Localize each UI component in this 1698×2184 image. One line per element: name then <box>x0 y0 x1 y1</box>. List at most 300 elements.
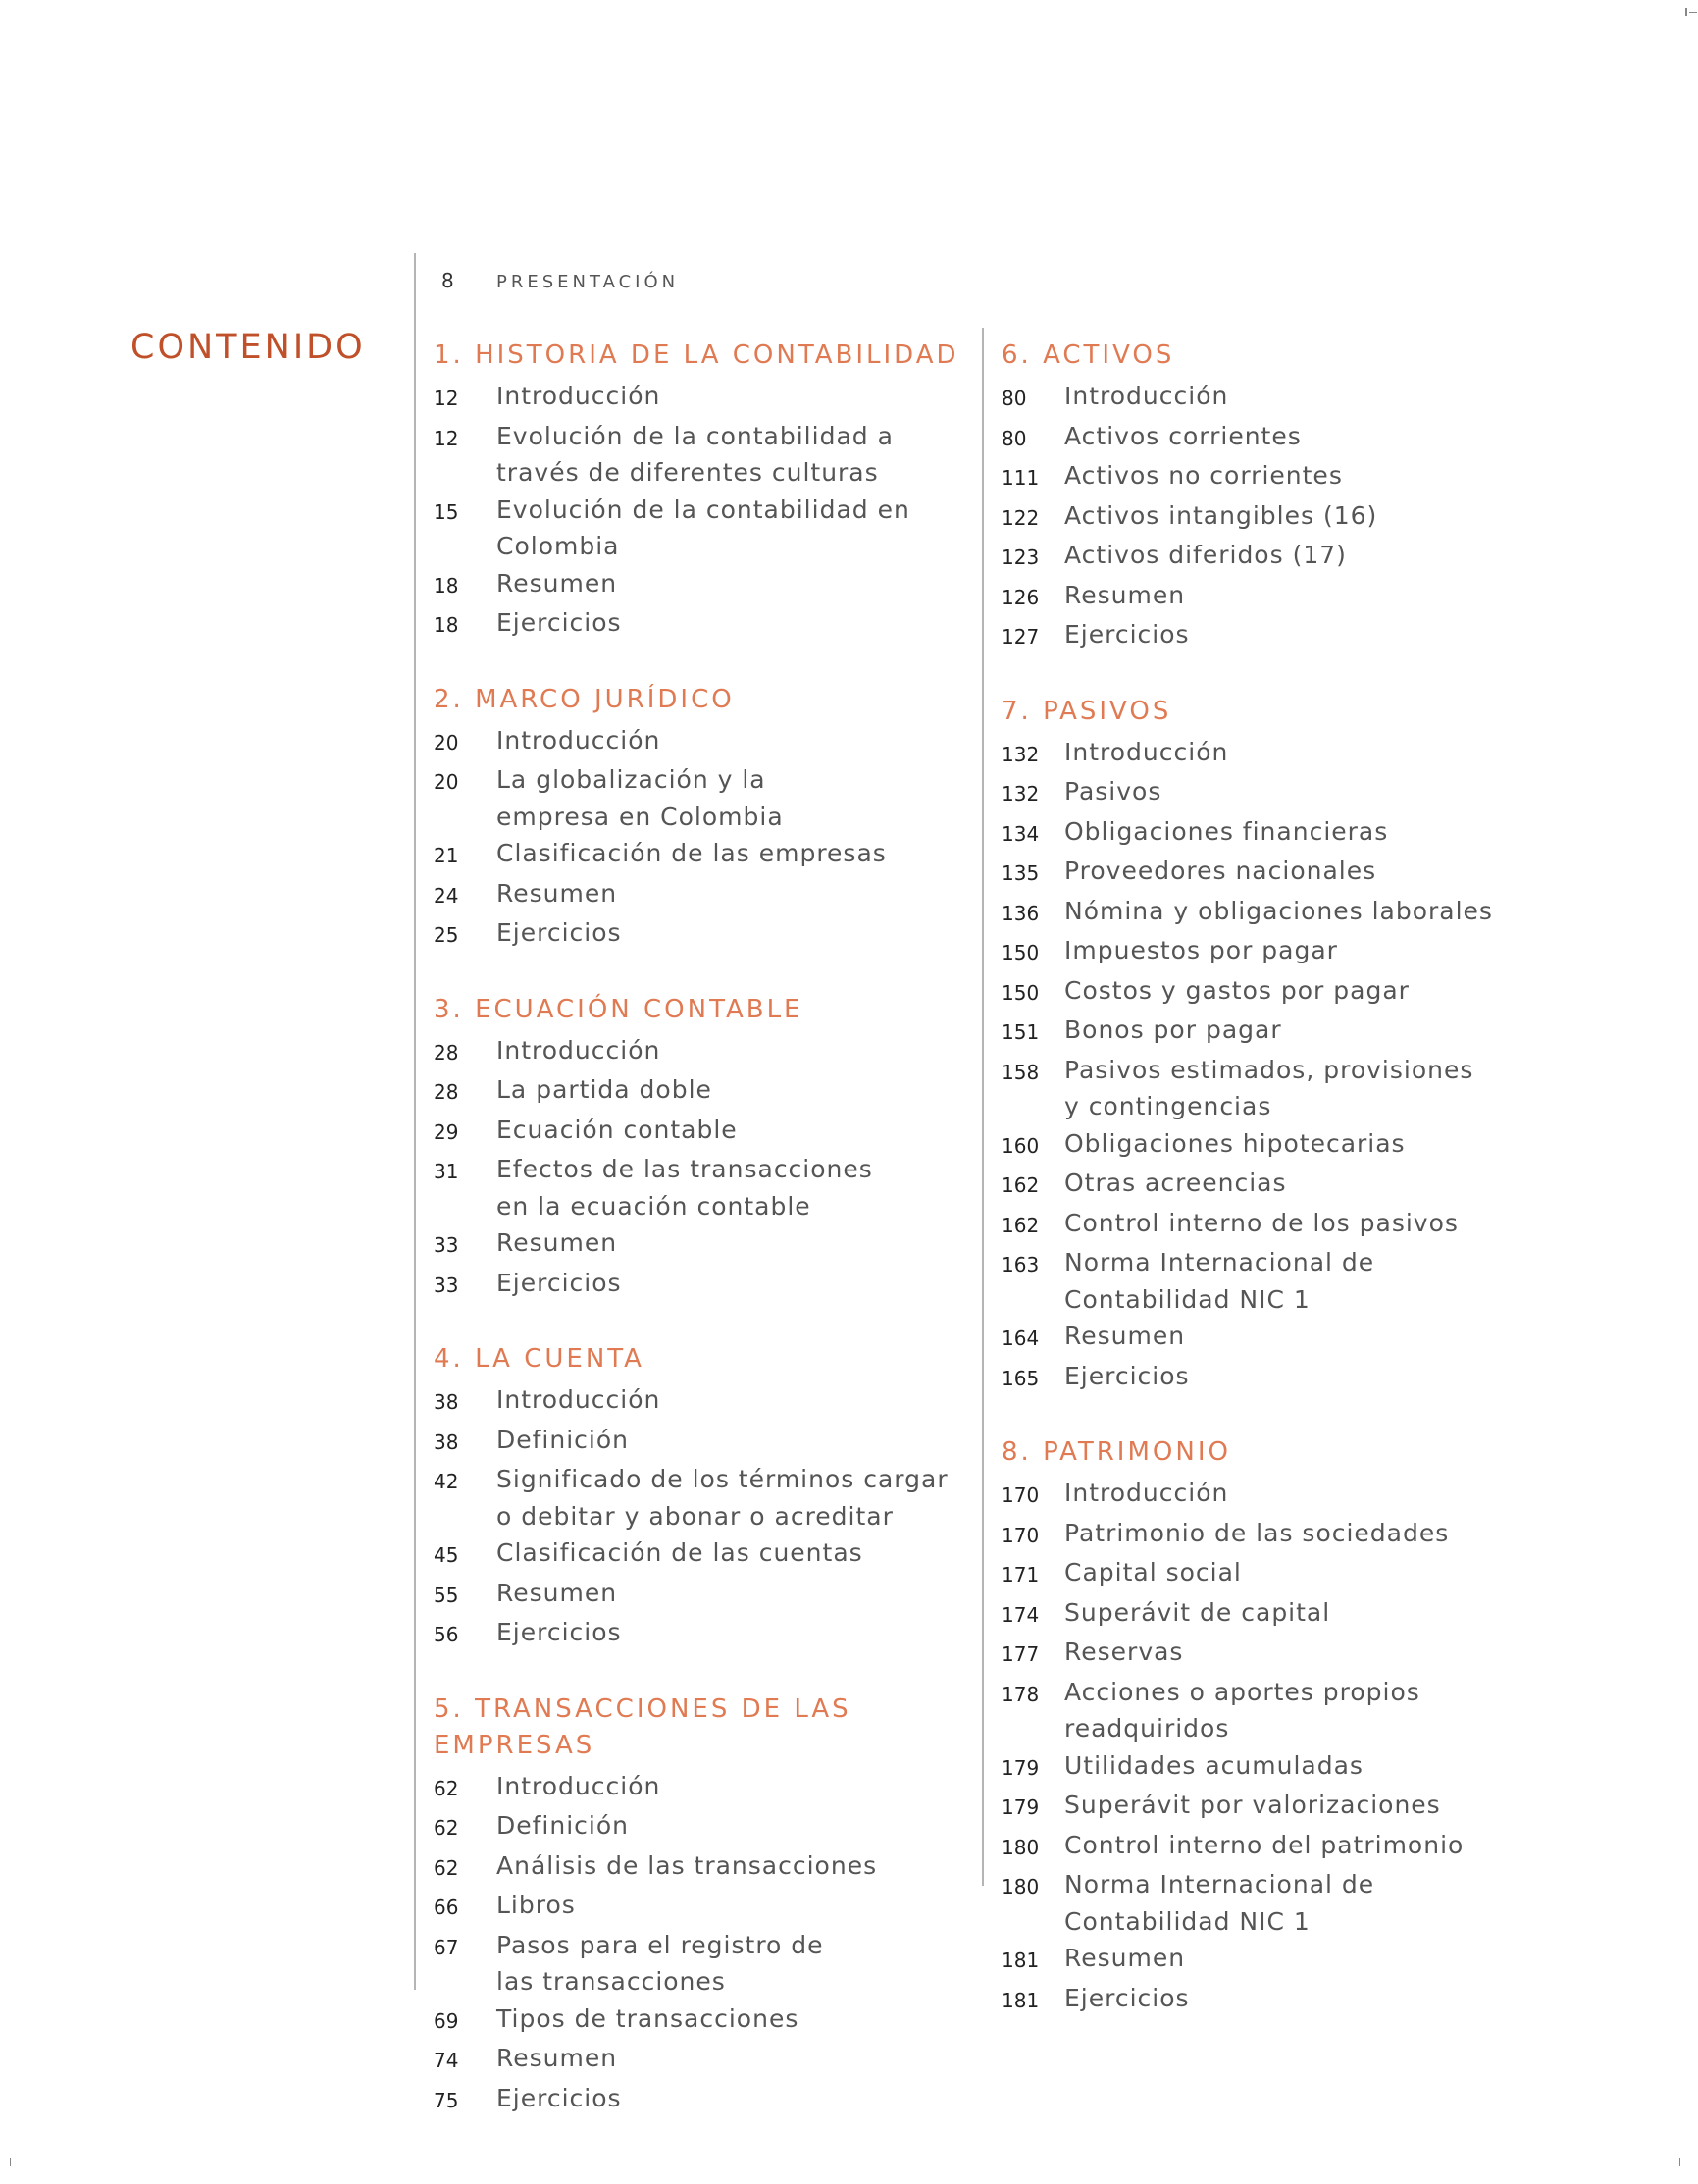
entry-page-number: 181 <box>1002 1988 1040 2012</box>
entry-title <box>496 1887 576 1927</box>
entry-title-line: Reservas <box>1064 1638 1184 1666</box>
entry-title-line: Control interno del patrimonio <box>1064 1830 1465 1859</box>
entry-title-line: Ejercicios <box>496 1268 622 1297</box>
entry-title <box>496 1422 629 1462</box>
entry-page-number: 18 <box>434 573 459 598</box>
toc-entry[interactable] <box>434 1112 963 1152</box>
entry-title <box>496 1112 738 1152</box>
section-title[interactable] <box>434 1341 963 1378</box>
entry-page-number: 132 <box>1002 782 1040 806</box>
entry-title-line: Introducción <box>496 382 661 410</box>
entry-page-number: 151 <box>1002 1020 1040 1044</box>
entry-page-number: 28 <box>434 1040 459 1065</box>
entry-title <box>1064 1475 1228 1515</box>
entry-page-number: 180 <box>1002 1875 1040 1898</box>
toc-entry[interactable] <box>434 2001 963 2041</box>
entry-title <box>1064 1674 1590 1747</box>
entry-page-number: 126 <box>1002 585 1040 609</box>
entry-title <box>1064 1554 1242 1594</box>
entry-title-line: Significado de los términos cargar <box>496 1465 949 1493</box>
section-title-line: 1. HISTORIA DE LA CONTABILIDAD <box>434 340 959 370</box>
entry-title-line: las transacciones <box>496 1967 726 1996</box>
entry-title-line: La globalización y la <box>496 765 766 794</box>
entry-page-number: 33 <box>434 1273 459 1297</box>
entry-page-number: 42 <box>434 1470 459 1493</box>
toc-entry[interactable] <box>434 2080 963 2120</box>
entry-title-line: Resumen <box>496 2044 618 2072</box>
toc-entry[interactable] <box>1002 418 1590 458</box>
entry-page-number: 177 <box>1002 1642 1040 1666</box>
entry-title <box>1064 1012 1282 1052</box>
entry-page-number: 56 <box>434 1623 459 1646</box>
entry-title <box>1064 1980 1190 2020</box>
entry-page-number: 24 <box>434 883 459 908</box>
toc-entry[interactable] <box>1002 577 1590 617</box>
entry-title-line: Activos diferidos (17) <box>1064 541 1347 569</box>
toc-entry[interactable] <box>1002 972 1590 1013</box>
entry-page-number: 66 <box>434 1896 459 1919</box>
entry-title <box>1064 773 1161 813</box>
entry-page-number: 122 <box>1002 505 1040 530</box>
toc-entry[interactable] <box>434 1575 963 1615</box>
entry-title <box>496 1381 660 1422</box>
toc-entry[interactable] <box>1002 1980 1590 2020</box>
entry-title-line: Ejercicios <box>1064 1361 1190 1390</box>
toc-entry[interactable] <box>1002 1475 1590 1515</box>
entry-title-line: Introducción <box>1064 382 1229 410</box>
toc-entry[interactable] <box>1002 1125 1590 1166</box>
entry-title <box>1064 1052 1473 1125</box>
entry-title <box>496 1071 712 1112</box>
entry-title <box>1064 1634 1183 1674</box>
entry-title-line: Introducción <box>496 1771 661 1800</box>
section-title-line: 4. LA CUENTA <box>434 1344 644 1374</box>
entry-page-number: 160 <box>1002 1133 1040 1158</box>
entry-title-line: en la ecuación contable <box>496 1191 811 1221</box>
entry-title-line: Ejercicios <box>496 2083 622 2112</box>
entry-title <box>1064 813 1388 854</box>
presentacion-page: 8 <box>441 269 454 292</box>
entry-title-line: Activos intangibles (16) <box>1064 500 1378 530</box>
toc-entry[interactable] <box>1002 378 1590 418</box>
toc-section <box>434 1341 963 1654</box>
entry-page-number: 33 <box>434 1233 459 1257</box>
entry-title-line: través de diferentes culturas <box>496 458 879 487</box>
entry-page-number: 12 <box>434 426 459 450</box>
entry-title <box>1064 734 1228 774</box>
entry-title <box>496 1927 824 2001</box>
crop-mark <box>10 2158 11 2166</box>
entry-title <box>1064 1747 1364 1788</box>
section-title-line: 7. PASIVOS <box>1002 696 1172 726</box>
entry-page-number: 181 <box>1002 1949 1040 1972</box>
entry-title-line: Impuestos por pagar <box>1064 936 1338 964</box>
entry-title-line: Introducción <box>1064 1479 1229 1507</box>
entry-page-number: 28 <box>434 1080 459 1104</box>
entry-page-number: 111 <box>1002 466 1040 490</box>
entry-page-number: 62 <box>434 1816 459 1840</box>
entry-title-line: Capital social <box>1064 1558 1242 1586</box>
entry-title-line: Introducción <box>496 1035 661 1065</box>
entry-page-number: 163 <box>1002 1253 1040 1276</box>
toc-entry[interactable] <box>1002 1165 1590 1205</box>
toc-entry[interactable] <box>434 418 963 492</box>
toc-entry[interactable] <box>1002 1052 1590 1125</box>
page-title: CONTENIDO <box>130 328 366 367</box>
toc-entry[interactable] <box>434 1265 963 1305</box>
entry-title-line: Introducción <box>496 725 661 754</box>
entry-title-line: Análisis de las transacciones <box>496 1850 878 1880</box>
entry-title <box>1064 1515 1449 1555</box>
toc-entry[interactable] <box>1002 1866 1590 1940</box>
entry-title <box>496 1614 622 1654</box>
entry-title <box>1064 1866 1374 1940</box>
entry-title-line: Definición <box>496 1425 629 1454</box>
toc-entry[interactable] <box>1002 1554 1590 1594</box>
entry-title-line: Resumen <box>1064 580 1186 609</box>
entry-title-line: Costos y gastos por pagar <box>1064 975 1410 1005</box>
entry-title <box>496 761 784 835</box>
section-title-line: 3. ECUACIÓN CONTABLE <box>434 994 803 1024</box>
toc-entry[interactable] <box>1002 1318 1590 1358</box>
entry-page-number: 132 <box>1002 742 1040 766</box>
toc-entry[interactable] <box>1002 497 1590 538</box>
toc-entry[interactable] <box>1002 1940 1590 1980</box>
toc-entry[interactable] <box>1002 1244 1590 1318</box>
entry-title <box>496 1151 873 1224</box>
toc-entry[interactable] <box>1002 813 1590 854</box>
entry-title <box>496 1768 660 1808</box>
toc-entry[interactable] <box>434 1534 963 1575</box>
toc-section <box>1002 694 1590 1398</box>
entry-page-number: 165 <box>1002 1366 1040 1390</box>
entry-page-number: 38 <box>434 1390 459 1414</box>
entry-page-number: 67 <box>434 1935 459 1959</box>
section-title[interactable] <box>1002 338 1590 374</box>
entry-page-number: 55 <box>434 1583 459 1607</box>
entry-page-number: 74 <box>434 2049 459 2072</box>
section-title-line: 5. TRANSACCIONES DE LAS <box>434 1693 851 1724</box>
entry-page-number: 150 <box>1002 980 1040 1005</box>
entry-page-number: 178 <box>1002 1682 1040 1706</box>
entry-title-line: Ejercicios <box>496 1618 622 1646</box>
entry-page-number: 136 <box>1002 901 1040 925</box>
entry-title <box>496 1224 617 1265</box>
section-title[interactable] <box>434 682 963 718</box>
entry-title-line: Nómina y obligaciones laborales <box>1064 896 1493 925</box>
toc-entry[interactable] <box>434 1151 963 1224</box>
entry-page-number: 123 <box>1002 546 1040 569</box>
entry-title-line: Bonos por pagar <box>1064 1015 1282 1044</box>
entry-title <box>496 1461 949 1534</box>
entry-title-line: Ecuación contable <box>496 1115 738 1144</box>
toc-entry[interactable] <box>434 722 963 762</box>
entry-page-number: 180 <box>1002 1835 1040 1859</box>
entry-title-line: Activos corrientes <box>1064 421 1302 450</box>
entry-title <box>1064 577 1185 617</box>
entry-title-line: Clasificación de las empresas <box>496 839 887 867</box>
entry-title <box>496 1265 622 1305</box>
entry-title <box>1064 616 1190 656</box>
entry-title-line: Otras acreencias <box>1064 1169 1287 1197</box>
presentacion-label: PRESENTACIÓN <box>496 272 680 292</box>
entry-title-line: Clasificación de las cuentas <box>496 1538 863 1567</box>
entry-page-number: 21 <box>434 844 459 867</box>
toc-entry[interactable] <box>1002 893 1590 933</box>
toc-section <box>434 992 963 1305</box>
toc-entry[interactable] <box>1002 457 1590 497</box>
entry-page-number: 174 <box>1002 1602 1040 1627</box>
entry-title <box>496 1534 863 1575</box>
entry-title <box>496 604 622 645</box>
entry-page-number: 179 <box>1002 1795 1040 1819</box>
entry-title-line: Obligaciones hipotecarias <box>1064 1128 1406 1158</box>
crop-mark <box>1689 12 1697 13</box>
entry-title-line: Ejercicios <box>1064 1983 1190 2012</box>
entry-title-line: Introducción <box>496 1385 661 1414</box>
toc-entry[interactable] <box>1002 773 1590 813</box>
entry-title-line: Obligaciones financieras <box>1064 816 1389 846</box>
entry-title <box>1064 1125 1406 1166</box>
toc-section <box>1002 1434 1590 2019</box>
entry-title-line: Evolución de la contabilidad en Colombia <box>496 494 910 560</box>
entry-page-number: 179 <box>1002 1755 1040 1780</box>
toc-entry[interactable] <box>1002 1012 1590 1052</box>
section-title-line: EMPRESAS <box>434 1730 595 1760</box>
toc-entry[interactable] <box>434 1422 963 1462</box>
entry-title-line: Introducción <box>1064 737 1229 766</box>
entry-page-number: 45 <box>434 1543 459 1567</box>
toc-entry[interactable] <box>434 1614 963 1654</box>
entry-page-number: 18 <box>434 613 459 637</box>
entry-title <box>1064 1165 1287 1205</box>
entry-page-number: 171 <box>1002 1563 1040 1586</box>
toc-entry[interactable] <box>1002 853 1590 893</box>
entry-title-line: Superávit por valorizaciones <box>1064 1791 1441 1819</box>
entry-title <box>1064 1787 1441 1827</box>
toc-entry[interactable] <box>434 875 963 915</box>
toc-entry[interactable] <box>1002 1594 1590 1635</box>
toc-section <box>434 338 963 645</box>
entry-title <box>496 418 894 492</box>
entry-title <box>496 2001 798 2041</box>
section-title-line: 2. MARCO JURÍDICO <box>434 684 735 714</box>
entry-page-number: 69 <box>434 2008 459 2033</box>
toc-entry[interactable] <box>434 565 963 605</box>
entry-title <box>1064 537 1347 577</box>
entry-title-line: Resumen <box>496 1578 618 1607</box>
entry-title <box>496 1847 877 1888</box>
toc-entry[interactable] <box>434 1807 963 1847</box>
entry-title-line: Tipos de transacciones <box>496 2003 799 2033</box>
entry-page-number: 170 <box>1002 1483 1040 1507</box>
entry-page-number: 38 <box>434 1430 459 1454</box>
entry-title-line: Ejercicios <box>1064 620 1190 649</box>
entry-page-number: 134 <box>1002 821 1040 846</box>
toc-entry[interactable] <box>1002 537 1590 577</box>
toc-column-left <box>434 338 963 2157</box>
crop-mark <box>1679 2158 1680 2166</box>
toc-section <box>434 682 963 955</box>
toc-entry[interactable] <box>434 835 963 875</box>
entry-page-number: 31 <box>434 1160 459 1183</box>
entry-page-number: 62 <box>434 1776 459 1800</box>
entry-title-line: Pasos para el registro de <box>496 1930 824 1959</box>
section-title[interactable] <box>1002 1434 1590 1471</box>
section-title-line: 6. ACTIVOS <box>1002 340 1175 370</box>
entry-title-line: Acciones o aportes propios readquiridos <box>1064 1677 1420 1742</box>
entry-title <box>1064 932 1338 972</box>
toc-entry[interactable] <box>434 2040 963 2080</box>
toc-entry[interactable] <box>1002 1358 1590 1398</box>
entry-page-number: 62 <box>434 1855 459 1880</box>
entry-page-number: 20 <box>434 770 459 794</box>
entry-title <box>496 1032 660 1072</box>
entry-title-line: Utilidades acumuladas <box>1064 1750 1364 1780</box>
entry-title-line: Proveedores nacionales <box>1064 857 1377 885</box>
entry-title-line: o debitar y abonar o acreditar <box>496 1501 894 1531</box>
entry-page-number: 75 <box>434 2088 459 2112</box>
entry-title-line: Superávit de capital <box>1064 1597 1331 1627</box>
entry-page-number: 15 <box>434 499 459 524</box>
entry-title-line: Patrimonio de las sociedades <box>1064 1518 1450 1547</box>
entry-title <box>1064 418 1302 458</box>
toc-entry[interactable] <box>434 1768 963 1808</box>
entry-page-number: 135 <box>1002 861 1040 885</box>
entry-title-line: Norma Internacional de <box>1064 1248 1375 1276</box>
entry-title-line: La partida doble <box>496 1075 712 1104</box>
toc-entry[interactable] <box>1002 1515 1590 1555</box>
entry-title <box>496 378 660 418</box>
entry-page-number: 164 <box>1002 1326 1040 1350</box>
section-title[interactable] <box>434 992 963 1028</box>
entry-title <box>1064 1594 1330 1635</box>
toc-entry[interactable] <box>434 1927 963 2001</box>
entry-title-line: Resumen <box>496 1228 618 1257</box>
entry-page-number: 170 <box>1002 1523 1040 1547</box>
entry-page-number: 158 <box>1002 1060 1040 1084</box>
entry-page-number: 162 <box>1002 1213 1040 1237</box>
entry-title <box>1064 893 1493 933</box>
entry-title <box>496 1575 617 1615</box>
entry-title <box>1064 378 1228 418</box>
divider-middle <box>982 328 984 1886</box>
toc-entry[interactable] <box>434 914 963 955</box>
toc-entry[interactable] <box>434 1071 963 1112</box>
entry-title <box>1064 457 1343 497</box>
toc-entry[interactable] <box>434 492 963 565</box>
entry-title-line: Activos no corrientes <box>1064 461 1343 490</box>
entry-title <box>496 492 963 565</box>
entry-title <box>1064 1358 1190 1398</box>
toc-entry[interactable] <box>1002 1205 1590 1245</box>
toc-entry[interactable] <box>1002 1674 1590 1747</box>
toc-entry[interactable] <box>434 1224 963 1265</box>
entry-title-line: Evolución de la contabilidad a <box>496 421 894 450</box>
entry-title <box>496 2040 617 2080</box>
entry-title <box>496 2080 622 2120</box>
toc-entry[interactable] <box>434 1847 963 1888</box>
entry-title-line: Resumen <box>496 568 618 598</box>
entry-title <box>496 875 617 915</box>
entry-title <box>496 565 617 605</box>
entry-title <box>496 914 622 955</box>
entry-title-line: Ejercicios <box>496 608 622 637</box>
toc-entry[interactable] <box>1002 734 1590 774</box>
entry-title <box>1064 497 1377 538</box>
section-title[interactable] <box>434 338 963 374</box>
toc-column-right <box>1002 338 1590 2056</box>
entry-page-number: 162 <box>1002 1173 1040 1197</box>
crop-mark <box>1685 8 1687 16</box>
entry-title-line: Pasivos <box>1064 777 1162 806</box>
entry-title-line: empresa en Colombia <box>496 802 784 831</box>
entry-title-line: Resumen <box>1064 1322 1186 1350</box>
divider-left <box>414 253 416 1990</box>
entry-title <box>1064 1940 1185 1980</box>
entry-title-line: Libros <box>496 1891 576 1919</box>
section-title[interactable] <box>434 1691 963 1764</box>
toc-section <box>434 1691 963 2120</box>
entry-title <box>1064 972 1410 1013</box>
entry-page-number: 12 <box>434 387 459 410</box>
entry-page-number: 80 <box>1002 426 1027 450</box>
entry-title <box>1064 1205 1459 1245</box>
entry-page-number: 20 <box>434 730 459 754</box>
entry-title-line: y contingencias <box>1064 1092 1272 1120</box>
toc-section <box>1002 338 1590 656</box>
entry-title-line: Control interno de los pasivos <box>1064 1208 1459 1237</box>
entry-title <box>496 1807 629 1847</box>
entry-page-number: 29 <box>434 1119 459 1144</box>
toc-entry[interactable] <box>434 1887 963 1927</box>
section-title-line: 8. PATRIMONIO <box>1002 1437 1231 1467</box>
entry-title <box>1064 853 1376 893</box>
entry-title-line: Pasivos estimados, provisiones <box>1064 1055 1474 1084</box>
entry-title-line: Resumen <box>496 878 618 908</box>
entry-page-number: 25 <box>434 923 459 947</box>
entry-title-line: Ejercicios <box>496 918 622 947</box>
entry-title-line: Contabilidad NIC 1 <box>1064 1906 1311 1936</box>
toc-entry[interactable] <box>1002 1747 1590 1788</box>
entry-title-line: Resumen <box>1064 1944 1186 1972</box>
entry-title <box>496 835 887 875</box>
entry-title <box>496 722 660 762</box>
toc-entry[interactable] <box>1002 1827 1590 1867</box>
entry-page-number: 80 <box>1002 387 1027 410</box>
toc-entry[interactable] <box>434 1032 963 1072</box>
toc-entry[interactable] <box>1002 616 1590 656</box>
toc-entry[interactable] <box>1002 1634 1590 1674</box>
toc-entry[interactable] <box>434 378 963 418</box>
entry-title-line: Definición <box>496 1811 629 1840</box>
entry-title-line: Contabilidad NIC 1 <box>1064 1284 1311 1314</box>
toc-entry[interactable] <box>1002 932 1590 972</box>
toc-entry[interactable] <box>434 604 963 645</box>
section-title[interactable] <box>1002 694 1590 730</box>
entry-title <box>1064 1244 1374 1318</box>
entry-title-line: Efectos de las transacciones <box>496 1155 873 1183</box>
entry-title <box>1064 1827 1464 1867</box>
toc-entry[interactable] <box>1002 1787 1590 1827</box>
toc-entry[interactable] <box>434 1381 963 1422</box>
entry-page-number: 150 <box>1002 941 1040 964</box>
toc-entry[interactable] <box>434 1461 963 1534</box>
entry-page-number: 127 <box>1002 625 1040 649</box>
toc-entry[interactable] <box>434 761 963 835</box>
entry-title <box>1064 1318 1185 1358</box>
entry-title-line: Norma Internacional de <box>1064 1870 1375 1898</box>
